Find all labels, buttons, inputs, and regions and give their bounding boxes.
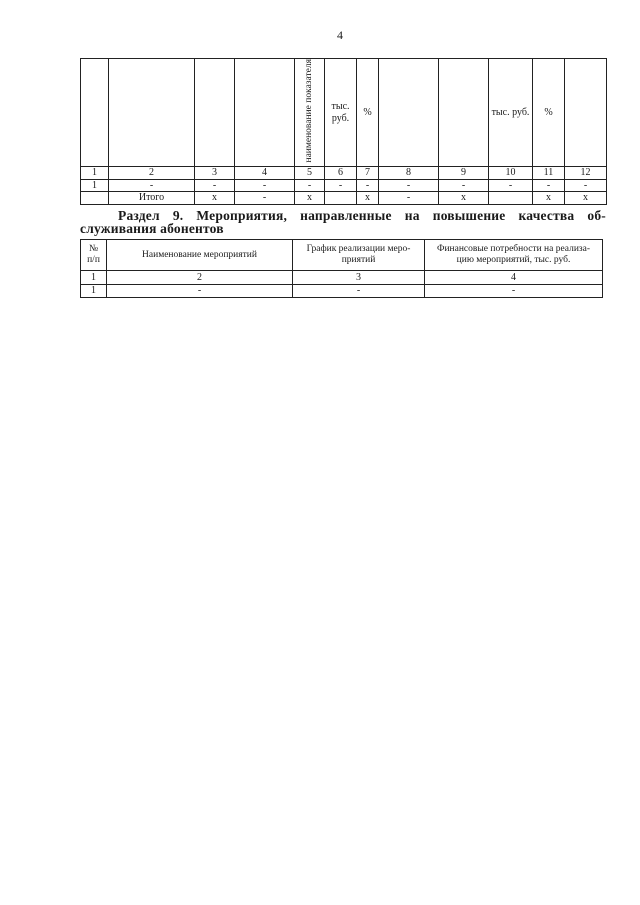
table1-header-row <box>81 59 607 167</box>
section-heading-line: Раздел 9. Мероприятия, направленные на повышение качества об- <box>118 208 606 223</box>
table1-header-cell <box>295 59 325 167</box>
table-cell <box>81 192 109 205</box>
table-cell: - <box>195 179 235 192</box>
table-cell: - <box>109 179 195 192</box>
schedule-header: График реализации меро- приятий <box>293 240 425 271</box>
table1-header-cell <box>439 59 489 167</box>
page-number: 4 <box>337 28 343 42</box>
table-cell: - <box>295 179 325 192</box>
table1-header-cell <box>109 59 195 167</box>
table-cell: х <box>295 192 325 205</box>
table-cell: - <box>379 179 439 192</box>
column-number: 6 <box>325 167 357 180</box>
table1-column-numbers <box>81 167 607 180</box>
table1-header-cell: % <box>533 59 565 167</box>
table-cell: х <box>533 192 565 205</box>
table-cell: - <box>235 179 295 192</box>
column-number: 9 <box>439 167 489 180</box>
column-number: 1 <box>81 271 107 285</box>
table-cell: х <box>195 192 235 205</box>
table1-header-cell: тыс. руб. <box>325 59 357 167</box>
table-cell: х <box>565 192 607 205</box>
financial-needs-header: Финансовые потребности на реализа- цию мероприятий, тыс. руб. <box>425 240 603 271</box>
measures-name-header: Наименование мероприятий <box>107 240 293 271</box>
table1-header-cell: тыс. руб. <box>489 59 533 167</box>
table-cell: - <box>235 192 295 205</box>
table1-header-cell <box>195 59 235 167</box>
table1-header-cell <box>81 59 109 167</box>
number-header: № п/п <box>81 240 107 271</box>
table-cell: х <box>357 192 379 205</box>
column-number: 3 <box>195 167 235 180</box>
table-cell: 1 <box>81 179 109 192</box>
column-number: 12 <box>565 167 607 180</box>
table2-column-numbers <box>81 271 603 285</box>
table-cell: - <box>489 179 533 192</box>
section-9-heading <box>80 209 606 235</box>
table1-header-cell <box>565 59 607 167</box>
table1-header-cell <box>235 59 295 167</box>
column-number: 4 <box>235 167 295 180</box>
table-cell <box>325 192 357 205</box>
indicator-name-header: наименование показателя <box>304 59 315 163</box>
indicators-table <box>80 58 607 205</box>
table-cell: - <box>565 179 607 192</box>
total-label: Итого <box>109 192 195 205</box>
table-cell: - <box>533 179 565 192</box>
table-cell: х <box>439 192 489 205</box>
column-number: 1 <box>81 167 109 180</box>
column-number: 8 <box>379 167 439 180</box>
table1-header-cell <box>379 59 439 167</box>
measures-table <box>80 239 603 298</box>
table-cell: - <box>325 179 357 192</box>
table-cell: - <box>425 285 603 298</box>
column-number: 5 <box>295 167 325 180</box>
table2-header-row <box>81 240 603 271</box>
column-number: 11 <box>533 167 565 180</box>
column-number: 2 <box>109 167 195 180</box>
table-cell: - <box>379 192 439 205</box>
section-heading-line: служивания абонентов <box>80 221 224 236</box>
table-cell: - <box>293 285 425 298</box>
table-cell: - <box>439 179 489 192</box>
table-cell: - <box>107 285 293 298</box>
table-cell: - <box>357 179 379 192</box>
column-number: 2 <box>107 271 293 285</box>
column-number: 4 <box>425 271 603 285</box>
table-cell <box>489 192 533 205</box>
column-number: 10 <box>489 167 533 180</box>
column-number: 7 <box>357 167 379 180</box>
table-row <box>81 285 603 298</box>
table-row <box>81 179 607 192</box>
table-cell: 1 <box>81 285 107 298</box>
column-number: 3 <box>293 271 425 285</box>
total-row <box>81 192 607 205</box>
table1-header-cell: % <box>357 59 379 167</box>
